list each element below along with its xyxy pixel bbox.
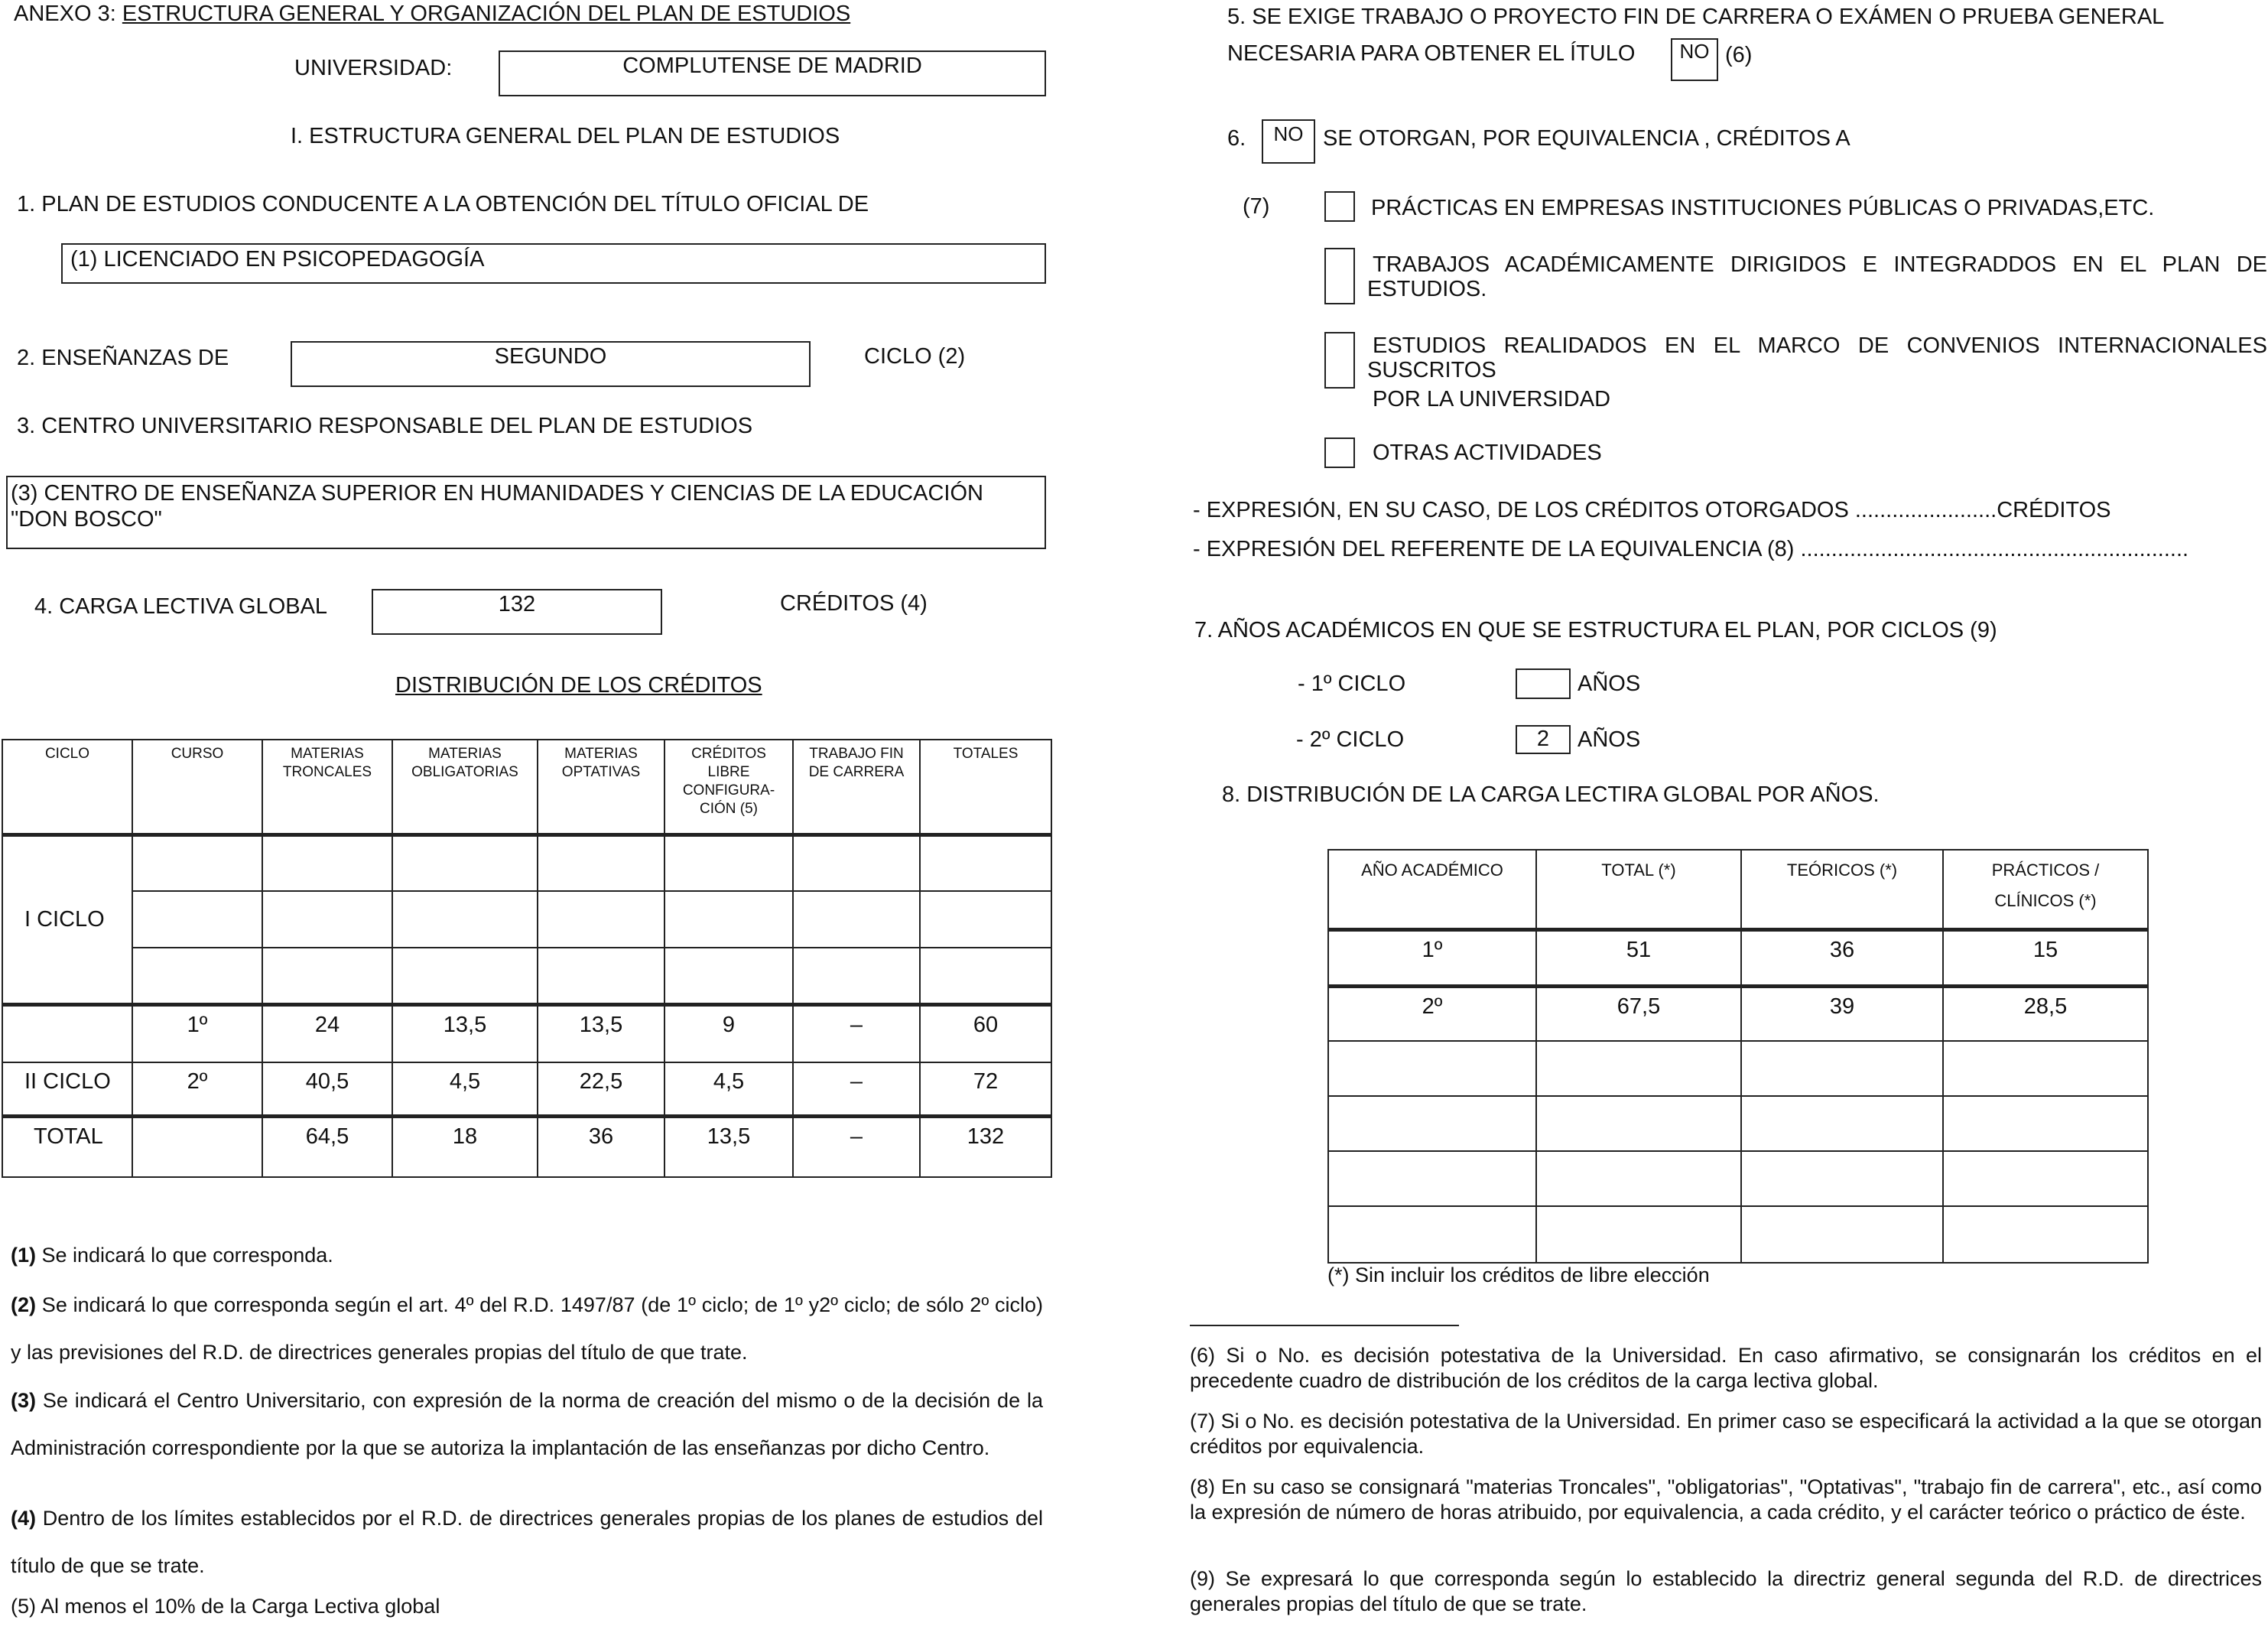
trabajos-checkbox[interactable] <box>1324 248 1355 304</box>
total-curso <box>132 1116 262 1177</box>
total-trabajo: – <box>793 1116 920 1177</box>
col-header-year: AÑO ACADÉMICO <box>1328 850 1536 929</box>
section-heading: I. ESTRUCTURA GENERAL DEL PLAN DE ESTUDIOS <box>291 124 840 148</box>
item6-text: SE OTORGAN, POR EQUIVALENCIA , CRÉDITOS A <box>1323 126 1850 151</box>
table-row <box>2 1062 1051 1116</box>
distribution-title: DISTRIBUCIÓN DE LOS CRÉDITOS <box>395 673 762 698</box>
cycle-value: SEGUNDO <box>494 344 607 369</box>
table-row <box>1328 1206 2148 1263</box>
note-9: (9) Se expresará lo que corresponda según lo establecido la directriz general segunda del R.D. de directrices generales propias del título de que se trate. <box>1190 1567 2262 1615</box>
col-header-practicos: PRÁCTICOS / CLÍNICOS (*) <box>1943 850 2148 929</box>
col-header-optativas: MATERIAS OPTATIVAS <box>538 740 664 834</box>
credits-table <box>2 739 1052 1178</box>
year1-label: 1º <box>1328 929 1536 986</box>
years-table <box>1327 849 2149 1264</box>
final-project-value: NO <box>1679 40 1710 63</box>
year2-label: 2º <box>1328 986 1536 1041</box>
year1-practicos: 15 <box>1943 929 2148 986</box>
expression-referent: - EXPRESIÓN DEL REFERENTE DE LA EQUIVALENCIA (8) ............................................................... <box>1193 537 2189 561</box>
note-6: (6) Si o No. es decisión potestativa de la Universidad. En caso afirmativo, se consignarán los créditos en el precedente cuadro de distribución de los créditos de la carga lectiva global. <box>1190 1344 2262 1392</box>
university-label: UNIVERSIDAD: <box>294 56 453 80</box>
note-8: (8) En su caso se consignará "materias Troncales", "obligatorias", "Optativas", "trabajo fin de carrera", etc., así como la expresión de número de horas atribuido, por equivalencia, a cada crédito, y el carácter teórico o práctico de éste. <box>1190 1475 2262 1524</box>
annex-heading <box>14 2 850 27</box>
col-header-trabajo: TRABAJO FIN DE CARRERA <box>793 740 920 834</box>
year2-total: 67,5 <box>1536 986 1741 1041</box>
table-row <box>1328 1096 2148 1151</box>
convenios-label: ESTUDIOS REALIDADOS EN EL MARCO DE CONVENIOS INTERNACIONALES <box>1373 333 2267 358</box>
note-7: (7) Si o No. es decisión potestativa de la Universidad. En primer caso se especificará la actividad a la que se otorgan créditos por equivalencia. <box>1190 1410 2262 1458</box>
final-project-note: (6) <box>1725 43 1753 67</box>
item2-label: 2. ENSEÑANZAS DE <box>17 346 229 370</box>
item5-line2: NECESARIA PARA OBTENER EL ÍTULO <box>1227 41 1636 66</box>
ciclo2-label: II CICLO <box>2 1062 132 1116</box>
row2-troncales: 40,5 <box>262 1062 392 1116</box>
trabajos-label: TRABAJOS ACADÉMICAMENTE DIRIGIDOS E INTEGRADDOS EN EL PLAN DE <box>1373 252 2267 277</box>
row1-libre: 9 <box>664 1004 793 1062</box>
total-totales: 132 <box>920 1116 1051 1177</box>
practicas-label: PRÁCTICAS EN EMPRESAS INSTITUCIONES PÚBLICAS O PRIVADAS,ETC. <box>1371 196 2155 220</box>
annex-prefix: ANEXO 3: <box>14 2 122 26</box>
item7-label: 7. AÑOS ACADÉMICOS EN QUE SE ESTRUCTURA EL PLAN, POR CICLOS (9) <box>1194 618 1997 642</box>
item3-label: 3. CENTRO UNIVERSITARIO RESPONSABLE DEL PLAN DE ESTUDIOS <box>17 414 753 438</box>
footnote-divider <box>1190 1325 1459 1326</box>
col-header-ciclo: CICLO <box>2 740 132 834</box>
equivalence-value: NO <box>1273 122 1304 145</box>
row2-totales: 72 <box>920 1062 1051 1116</box>
year2-teoricos: 39 <box>1741 986 1943 1041</box>
expression-credits: - EXPRESIÓN, EN SU CASO, DE LOS CRÉDITOS OTORGADOS .......................CRÉDITOS <box>1193 498 2111 522</box>
note-5: (5) Al menos el 10% de la Carga Lectiva global <box>11 1595 440 1618</box>
convenios-label-2: SUSCRITOS <box>1367 358 1496 382</box>
convenios-label-3: POR LA UNIVERSIDAD <box>1373 387 1611 411</box>
table-row-total <box>2 1116 1051 1177</box>
row1-obligatorias: 13,5 <box>392 1004 538 1062</box>
col-header-obligatorias: MATERIAS OBLIGATORIAS <box>392 740 538 834</box>
col-header-teoricos: TEÓRICOS (*) <box>1741 850 1943 929</box>
note-4: (4) Dentro de los límites establecidos por el R.D. de directrices generales propias de los planes de estudios del título de que se trate. <box>11 1507 1043 1577</box>
item4-label: 4. CARGA LECTIVA GLOBAL <box>34 594 328 619</box>
ciclo2-years-label: - 2º CICLO <box>1296 727 1405 752</box>
row2-obligatorias: 4,5 <box>392 1062 538 1116</box>
annex-title: ESTRUCTURA GENERAL Y ORGANIZACIÓN DEL PLAN DE ESTUDIOS <box>122 2 851 26</box>
row1-totales: 60 <box>920 1004 1051 1062</box>
note-1: (1) Se indicará lo que corresponda. <box>11 1244 333 1267</box>
row2-libre: 4,5 <box>664 1062 793 1116</box>
load-value: 132 <box>498 592 536 616</box>
col-header-troncales: MATERIAS TRONCALES <box>262 740 392 834</box>
ciclo1-years-field <box>1516 668 1571 699</box>
item8-label: 8. DISTRIBUCIÓN DE LA CARGA LECTIRA GLOBAL POR AÑOS. <box>1222 782 1880 807</box>
table-row <box>2 948 1051 1004</box>
ciclo2-years-unit: AÑOS <box>1578 727 1641 752</box>
year1-total: 51 <box>1536 929 1741 986</box>
table-row <box>2 834 1051 891</box>
row1-optativas: 13,5 <box>538 1004 664 1062</box>
row1-curso: 1º <box>132 1004 262 1062</box>
row1-troncales: 24 <box>262 1004 392 1062</box>
otras-checkbox[interactable] <box>1324 437 1355 468</box>
item6-num: 6. <box>1227 126 1246 151</box>
year1-teoricos: 36 <box>1741 929 1943 986</box>
note-2: (2) Se indicará lo que corresponda según el art. 4º del R.D. 1497/87 (de 1º ciclo; de 1º y2º ciclo; de sólo 2º ciclo) y las previsiones del R.D. de directrices generales propias del título de que trate. <box>11 1293 1043 1364</box>
note-3: (3) Se indicará el Centro Universitario, con expresión de la norma de creación del mismo o de la decisión de la Administración correspondiente por la que se autoriza la implantación de las enseñanzas por dicho Centro. <box>11 1389 1043 1459</box>
item1-label: 1. PLAN DE ESTUDIOS CONDUCENTE A LA OBTENCIÓN DEL TÍTULO OFICIAL DE <box>17 192 869 216</box>
table-row <box>2 891 1051 948</box>
convenios-checkbox[interactable] <box>1324 332 1355 389</box>
table-row <box>1328 1041 2148 1096</box>
table-row <box>1328 986 2148 1041</box>
col-header-total: TOTAL (*) <box>1536 850 1741 929</box>
row2-optativas: 22,5 <box>538 1062 664 1116</box>
ciclo2-years-value: 2 <box>1536 727 1550 751</box>
row2-trabajo: – <box>793 1062 920 1116</box>
col-header-libre: CRÉDITOS LIBRE CONFIGURA-CIÓN (5) <box>664 740 793 834</box>
table-row <box>1328 1151 2148 1206</box>
cycle-suffix: CICLO (2) <box>864 344 966 369</box>
ciclo1-years-unit: AÑOS <box>1578 672 1641 696</box>
total-label: TOTAL <box>2 1116 132 1177</box>
practicas-checkbox[interactable] <box>1324 191 1355 222</box>
total-troncales: 64,5 <box>262 1116 392 1177</box>
col-header-totales: TOTALES <box>920 740 1051 834</box>
row1-trabajo: – <box>793 1004 920 1062</box>
years-table-footnote: (*) Sin incluir los créditos de libre elección <box>1327 1264 1710 1286</box>
load-suffix: CRÉDITOS (4) <box>780 591 928 616</box>
ciclo1-years-label: - 1º CICLO <box>1298 672 1406 696</box>
trabajos-label-2: ESTUDIOS. <box>1367 277 1487 301</box>
center-value: (3) CENTRO DE ENSEÑANZA SUPERIOR EN HUMANIDADES Y CIENCIAS DE LA EDUCACIÓN "DON BOSCO" <box>11 481 983 532</box>
item6-note: (7) <box>1243 194 1270 219</box>
total-optativas: 36 <box>538 1116 664 1177</box>
table-row <box>1328 929 2148 986</box>
col-header-curso: CURSO <box>132 740 262 834</box>
university-value: COMPLUTENSE DE MADRID <box>622 54 922 78</box>
total-obligatorias: 18 <box>392 1116 538 1177</box>
table-row <box>2 1004 1051 1062</box>
year2-practicos: 28,5 <box>1943 986 2148 1041</box>
total-libre: 13,5 <box>664 1116 793 1177</box>
otras-label: OTRAS ACTIVIDADES <box>1373 441 1602 465</box>
degree-value: (1) LICENCIADO EN PSICOPEDAGOGÍA <box>70 247 485 272</box>
item5-line1: 5. SE EXIGE TRABAJO O PROYECTO FIN DE CARRERA O EXÁMEN O PRUEBA GENERAL <box>1227 5 2165 29</box>
row2-curso: 2º <box>132 1062 262 1116</box>
ciclo1-label: I CICLO <box>2 834 132 1004</box>
